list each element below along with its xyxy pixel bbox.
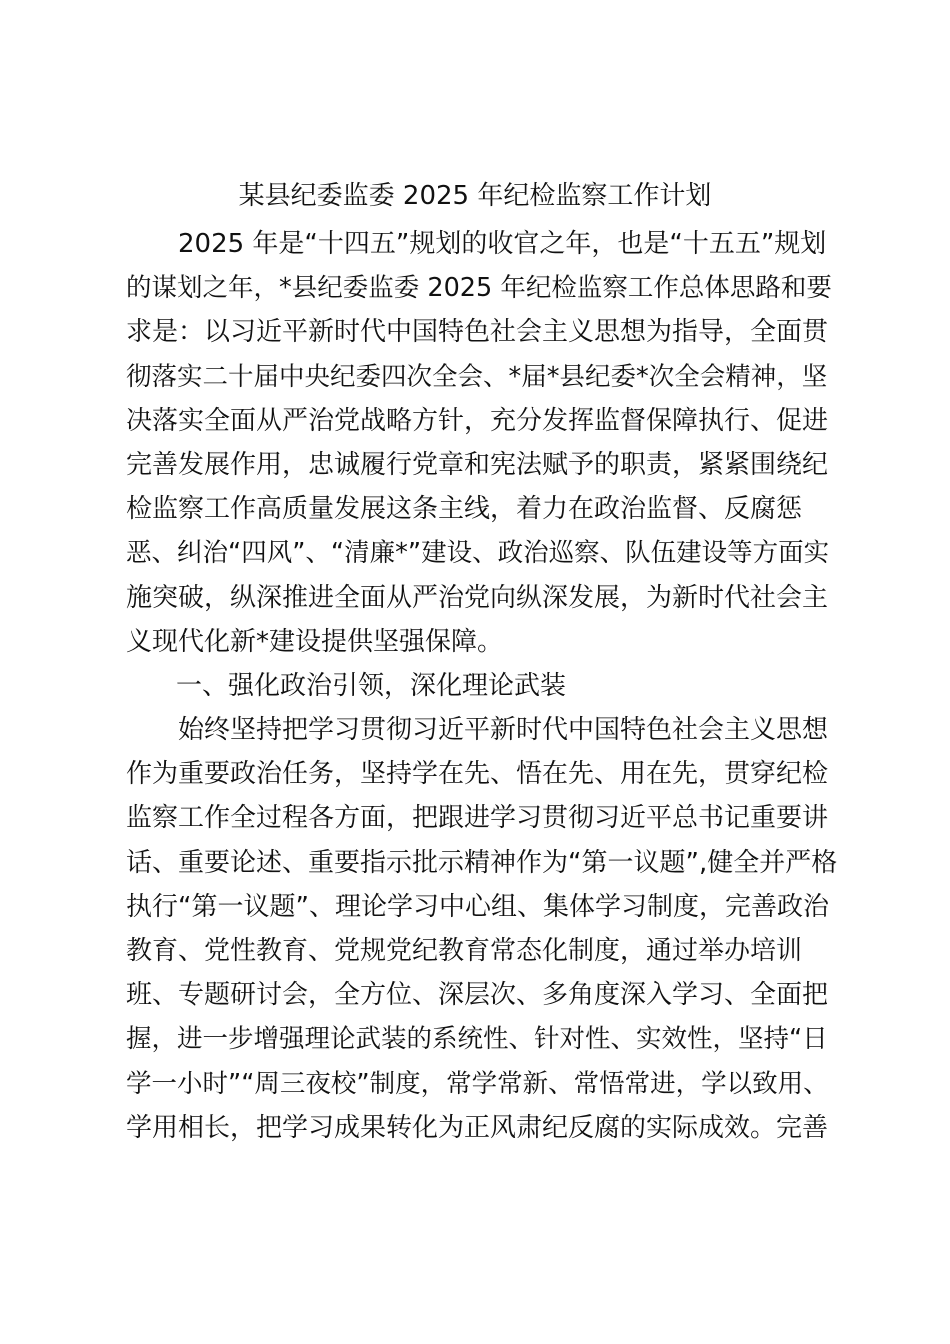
paragraph-line: 施突破，纵深推进全面从严治党向纵深发展，为新时代社会主: [126, 582, 829, 613]
paragraph-line: 求是：以习近平新时代中国特色社会主义思想为指导，全面贯: [126, 317, 829, 348]
paragraph-line: 完善发展作用，忠诚履行党章和宪法赋予的职责，紧紧围绕纪: [126, 449, 829, 480]
paragraph-line: 握，进一步增强理论武装的系统性、针对性、实效性，坚持“日: [126, 1024, 828, 1055]
paragraph-line: 学一小时”“周三夜校”制度，常学常新、常悟常进，学以致用、: [126, 1068, 829, 1099]
paragraph-line: 班、专题研讨会，全方位、深层次、多角度深入学习、全面把: [126, 980, 829, 1011]
paragraph-line: 学用相长，把学习成果转化为正风肃纪反腐的实际成效。完善: [126, 1112, 829, 1143]
paragraph-line: 彻落实二十届中央纪委四次全会、*届*县纪委*次全会精神，坚: [126, 361, 828, 392]
paragraph-line: 决落实全面从严治党战略方针，充分发挥监督保障执行、促进: [126, 405, 829, 436]
document-body: [126, 222, 836, 1150]
paragraph-line: 执行“第一议题”、理论学习中心组、集体学习制度，完善政治: [126, 891, 829, 922]
paragraph-line: 作为重要政治任务，坚持学在先、悟在先、用在先，贯穿纪检: [126, 759, 829, 790]
paragraph-line: 教育、党性教育、党规党纪教育常态化制度，通过举办培训: [126, 936, 803, 966]
document-title: 某县纪委监委 2025 年纪检监察工作计划: [238, 181, 712, 211]
paragraph-line: 恶、纠治“四风”、“清廉*”建设、政治巡察、队伍建设等方面实: [126, 538, 830, 569]
paragraph-line: 检监察工作高质量发展这条主线，着力在政治监督、反腐惩: [126, 494, 803, 525]
paragraph-line: 监察工作全过程各方面，把跟进学习贯彻习近平总书记重要讲: [126, 803, 829, 834]
paragraph-line: 的谋划之年，*县纪委监委 2025 年纪检监察工作总体思路和要: [126, 273, 832, 304]
paragraph-line: 2025 年是“十四五”规划的收官之年，也是“十五五”规划: [178, 229, 827, 259]
paragraph-line: 始终坚持把学习贯彻习近平新时代中国特色社会主义思想: [178, 715, 829, 746]
section-heading: 一、强化政治引领，深化理论武装: [176, 670, 567, 701]
paragraph-line: 话、重要论述、重要指示批示精神作为“第一议题”,健全并严格: [126, 847, 838, 878]
paragraph-line: 义现代化新*建设提供坚强保障。: [126, 626, 504, 657]
